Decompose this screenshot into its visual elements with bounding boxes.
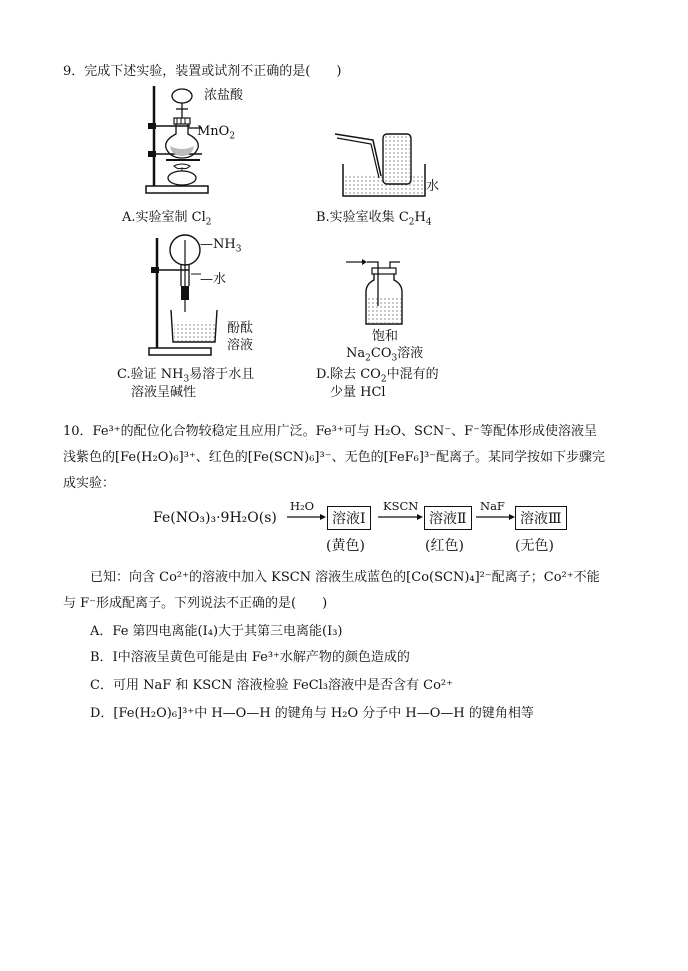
q10-option-b: B．Ⅰ中溶液呈黄色可能是由 Fe³⁺水解产物的颜色造成的 <box>90 650 410 665</box>
flow-arrow3 <box>476 512 516 522</box>
flow-arrow2-label: KSCN <box>383 499 419 513</box>
flow-start: Fe(NO₃)₃·9H₂O(s) <box>153 510 277 526</box>
flow-box1: 溶液Ⅰ <box>327 506 371 530</box>
q10-line1: 10．Fe³⁺的配位化合物较稳定且应用广泛。Fe³⁺可与 H₂O、SCN⁻、F⁻等配体形成使溶液呈 <box>63 424 598 439</box>
label-nh3: $—NH_3$ <box>200 237 242 255</box>
flow-arrow2 <box>378 512 424 522</box>
flow-box2: 溶液Ⅱ <box>424 506 472 530</box>
q10-option-a: A．Fe 第四电离能(I₄)大于其第三电离能(I₃) <box>90 624 343 639</box>
q10-known2: 与 F⁻形成配离子。下列说法不正确的是( ) <box>63 596 328 611</box>
flow-arrow1-label: H₂O <box>290 499 315 513</box>
flow-color3: (无色) <box>515 538 554 554</box>
label-water-b: 水 <box>426 179 440 194</box>
flow-color2: (红色) <box>425 538 464 554</box>
label-water-c: —水 <box>200 272 227 287</box>
q10-known1: 已知：向含 Co²⁺的溶液中加入 KSCN 溶液生成蓝色的[Co(SCN)₄]²⁻配离子；Co²⁺不能 <box>90 570 600 585</box>
label-mno2: MnO$_2$ <box>197 124 236 142</box>
label-saturated: 饱和 <box>372 329 399 344</box>
flow-color1: (黄色) <box>326 538 365 554</box>
q10-option-d: D．[Fe(H₂O)₆]³⁺中 H—O—H 的键角与 H₂O 分子中 H—O—H 的键角相等 <box>90 706 534 721</box>
apparatus-d-diagram <box>344 250 414 328</box>
flow-arrow1 <box>287 512 327 522</box>
label-phenolphthalein-2: 溶液 <box>227 338 254 353</box>
apparatus-b-diagram <box>333 132 433 204</box>
q9-stem: 9．完成下述实验，装置或试剂不正确的是( ) <box>63 64 342 79</box>
label-phenolphthalein-1: 酚酞 <box>227 321 254 336</box>
caption-b: B.实验室收集 $C_2H_4$ <box>316 210 432 228</box>
q10-line2: 浅紫色的[Fe(H₂O)₆]³⁺、红色的[Fe(SCN)₆]³⁻、无色的[FeF₆]³⁻配离子。某同学按如下步骤完 <box>63 450 606 465</box>
caption-c-line1: C.验证 $NH_3$易溶于水且 <box>117 367 255 385</box>
q10-option-c: C．可用 NaF 和 KSCN 溶液检验 FeCl₃溶液中是否含有 Co²⁺ <box>90 678 453 693</box>
label-na2co3: $Na_2CO_3$溶液 <box>346 346 424 364</box>
label-conc-hcl: 浓盐酸 <box>204 88 244 103</box>
flow-arrow3-label: NaF <box>480 499 505 513</box>
flow-box3: 溶液Ⅲ <box>515 506 567 530</box>
q10-line3: 成实验： <box>63 476 116 491</box>
caption-a: A.实验室制 $Cl_2$ <box>122 210 212 228</box>
caption-d-line1: D.除去 $CO_2$中混有的 <box>316 367 439 385</box>
caption-c-line2: 溶液呈碱性 <box>131 385 197 400</box>
caption-d-line2: 少量 HCl <box>330 385 386 400</box>
